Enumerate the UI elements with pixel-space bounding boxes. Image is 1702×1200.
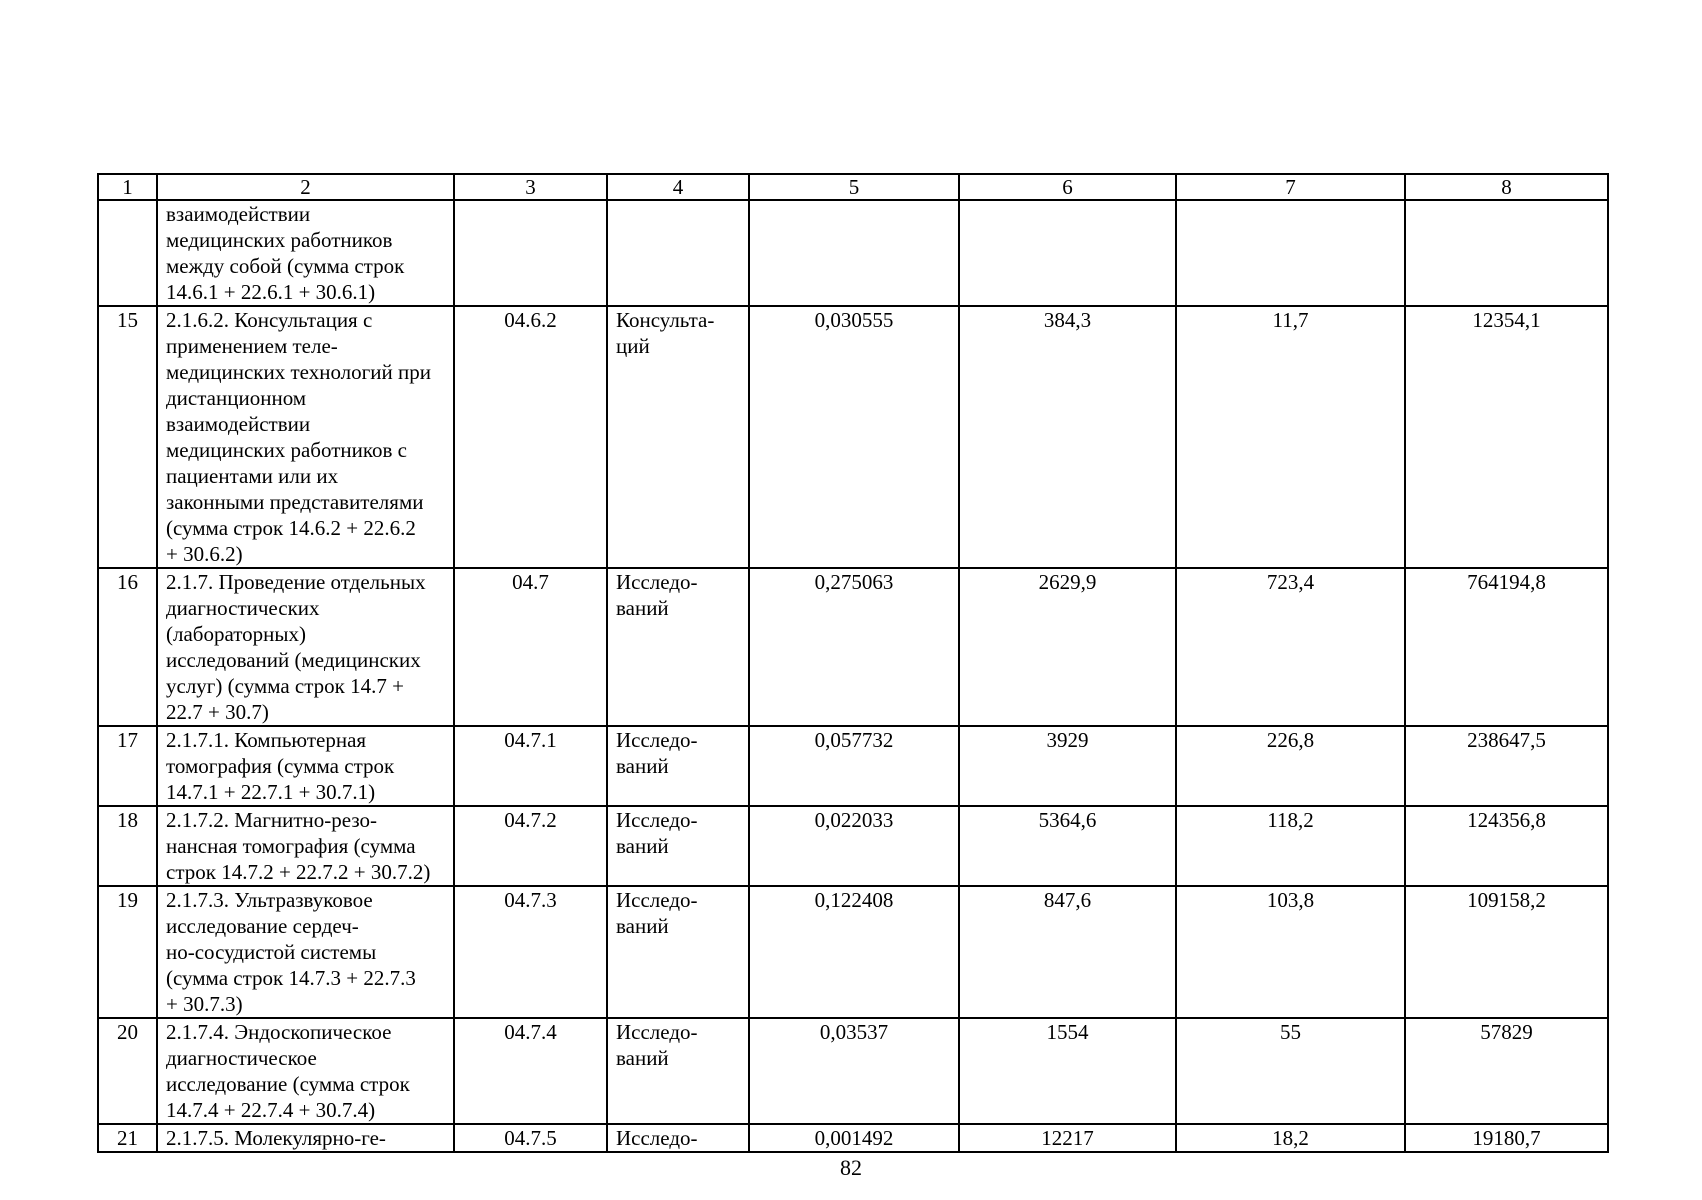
unit-cell xyxy=(607,726,749,806)
value-col5-cell-text: 0,122408 xyxy=(814,888,894,912)
value-col5-cell xyxy=(749,726,959,806)
row-code-cell xyxy=(454,568,607,726)
unit-cell xyxy=(607,200,749,306)
value-col5-cell xyxy=(749,568,959,726)
value-col5-cell-text: 0,057732 xyxy=(814,728,894,752)
row-number-cell-text: 19 xyxy=(117,888,138,912)
row-number-cell xyxy=(98,806,157,886)
value-col5-cell xyxy=(749,806,959,886)
value-col6-cell xyxy=(959,1124,1176,1152)
value-col7-cell xyxy=(1176,886,1405,1018)
unit-cell xyxy=(607,1124,749,1152)
page-number: 82 xyxy=(840,1155,862,1180)
table-header-row xyxy=(98,174,1608,200)
value-col8-cell xyxy=(1405,200,1608,306)
value-col5-cell-text: 0,03537 xyxy=(819,1020,889,1044)
row-number-cell xyxy=(98,306,157,568)
value-col5-cell-text: 0,275063 xyxy=(814,570,894,594)
value-col6-cell-text: 5364,6 xyxy=(1038,808,1097,832)
value-col8-cell xyxy=(1405,1124,1608,1152)
value-col6-cell-text: 3929 xyxy=(1046,728,1089,752)
value-col8-cell-text: 19180,7 xyxy=(1472,1126,1541,1150)
header-cell-4: 4 xyxy=(607,174,749,200)
value-col7-cell xyxy=(1176,200,1405,306)
value-col5-cell xyxy=(749,886,959,1018)
value-col5-cell xyxy=(749,306,959,568)
data-table xyxy=(97,173,1609,1153)
row-code-cell-text: 04.7.1 xyxy=(504,728,557,752)
indicator-name-cell xyxy=(157,200,454,306)
unit-cell xyxy=(607,806,749,886)
value-col7-cell xyxy=(1176,306,1405,568)
unit-cell-text: Исследо- ваний xyxy=(616,888,698,938)
unit-cell xyxy=(607,568,749,726)
value-col7-cell xyxy=(1176,568,1405,726)
value-col7-cell-text: 103,8 xyxy=(1266,888,1315,912)
value-col8-cell xyxy=(1405,886,1608,1018)
row-number-cell xyxy=(98,886,157,1018)
value-col7-cell xyxy=(1176,726,1405,806)
value-col6-cell xyxy=(959,306,1176,568)
unit-cell-text: Исследо- ваний xyxy=(616,1020,698,1070)
value-col6-cell-text: 384,3 xyxy=(1043,308,1092,332)
header-cell-6: 6 xyxy=(959,174,1176,200)
value-col8-cell xyxy=(1405,306,1608,568)
indicator-name-cell xyxy=(157,306,454,568)
row-code-cell-text: 04.7.4 xyxy=(504,1020,557,1044)
header-cell-1: 1 xyxy=(98,174,157,200)
value-col5-cell xyxy=(749,200,959,306)
row-number-cell xyxy=(98,1124,157,1152)
value-col6-cell xyxy=(959,806,1176,886)
row-code-cell xyxy=(454,806,607,886)
row-code-cell-text: 04.7.5 xyxy=(504,1126,557,1150)
table-row xyxy=(98,306,1608,568)
value-col7-cell-text: 723,4 xyxy=(1266,570,1315,594)
row-code-cell-text: 04.7.3 xyxy=(504,888,557,912)
row-number-cell xyxy=(98,568,157,726)
value-col6-cell xyxy=(959,1018,1176,1124)
value-col7-cell-text: 55 xyxy=(1280,1020,1301,1044)
value-col8-cell xyxy=(1405,1018,1608,1124)
row-code-cell-text: 04.7 xyxy=(512,570,549,594)
table-row xyxy=(98,1018,1608,1124)
unit-cell-text: Исследо- ваний xyxy=(616,570,698,620)
unit-cell xyxy=(607,306,749,568)
value-col6-cell xyxy=(959,200,1176,306)
row-number-cell-text: 15 xyxy=(117,308,138,332)
indicator-name-cell-text: 2.1.7.2. Магнитно-резо- нансная томография (сумма строк 14.7.2 + 22.7.2 + 30.7.2) xyxy=(166,808,431,884)
table-row xyxy=(98,568,1608,726)
indicator-name-cell xyxy=(157,1018,454,1124)
value-col7-cell-text: 226,8 xyxy=(1266,728,1315,752)
value-col8-cell-text: 764194,8 xyxy=(1467,570,1546,594)
value-col8-cell-text: 238647,5 xyxy=(1467,728,1546,752)
indicator-name-cell xyxy=(157,568,454,726)
header-cell-8: 8 xyxy=(1405,174,1608,200)
row-code-cell-text: 04.7.2 xyxy=(504,808,557,832)
row-number-cell-text: 20 xyxy=(117,1020,138,1044)
value-col5-cell-text: 0,030555 xyxy=(814,308,894,332)
indicator-name-cell-text: 2.1.7.1. Компьютерная томография (сумма строк 14.7.1 + 22.7.1 + 30.7.1) xyxy=(166,728,395,804)
row-code-cell xyxy=(454,886,607,1018)
value-col6-cell-text: 1554 xyxy=(1046,1020,1089,1044)
value-col6-cell xyxy=(959,886,1176,1018)
unit-cell xyxy=(607,886,749,1018)
row-number-cell xyxy=(98,200,157,306)
value-col8-cell xyxy=(1405,726,1608,806)
value-col8-cell-text: 109158,2 xyxy=(1467,888,1546,912)
value-col8-cell-text: 57829 xyxy=(1480,1020,1533,1044)
row-number-cell-text: 16 xyxy=(117,570,138,594)
table-row xyxy=(98,806,1608,886)
value-col5-cell-text: 0,022033 xyxy=(814,808,894,832)
value-col7-cell-text: 118,2 xyxy=(1267,808,1314,832)
value-col5-cell xyxy=(749,1018,959,1124)
row-number-cell-text: 18 xyxy=(117,808,138,832)
value-col6-cell-text: 12217 xyxy=(1041,1126,1094,1150)
indicator-name-cell-text: 2.1.7.3. Ультразвуковое исследование сердеч- но-сосудистой системы (сумма строк 14.7.3 + 22.7.3 + 30.7.3) xyxy=(166,888,416,1016)
table-row xyxy=(98,726,1608,806)
value-col8-cell-text: 124356,8 xyxy=(1467,808,1546,832)
unit-cell-text: Исследо- ваний xyxy=(616,808,698,858)
row-number-cell xyxy=(98,1018,157,1124)
row-code-cell xyxy=(454,1124,607,1152)
indicator-name-cell-text: 2.1.7.4. Эндоскопическое диагностическое исследование (сумма строк 14.7.4 + 22.7.4 + 30.7.4) xyxy=(166,1020,410,1122)
indicator-name-cell-text: 2.1.6.2. Консультация с применением теле- медицинских технологий при дистанционном взаимодействии медицинских работников с пациентами или их законными представителями (сумма строк 14.6.2 + 22.6.2 + 30.6.2) xyxy=(166,308,431,566)
value-col7-cell xyxy=(1176,1018,1405,1124)
value-col6-cell xyxy=(959,568,1176,726)
value-col6-cell-text: 847,6 xyxy=(1043,888,1092,912)
indicator-name-cell-text: 2.1.7.5. Молекулярно-ге- xyxy=(166,1126,386,1150)
header-cell-5: 5 xyxy=(749,174,959,200)
row-code-cell xyxy=(454,306,607,568)
indicator-name-cell xyxy=(157,1124,454,1152)
value-col7-cell xyxy=(1176,1124,1405,1152)
header-cell-2: 2 xyxy=(157,174,454,200)
unit-cell-text: Консульта- ций xyxy=(616,308,715,358)
value-col8-cell-text: 12354,1 xyxy=(1472,308,1541,332)
indicator-name-cell-text: 2.1.7. Проведение отдельных диагностических (лабораторных) исследований (медицинских услуг) (сумма строк 14.7 + 22.7 + 30.7) xyxy=(166,570,426,724)
value-col7-cell xyxy=(1176,806,1405,886)
value-col6-cell xyxy=(959,726,1176,806)
row-code-cell xyxy=(454,200,607,306)
unit-cell xyxy=(607,1018,749,1124)
value-col6-cell-text: 2629,9 xyxy=(1038,570,1097,594)
row-code-cell xyxy=(454,726,607,806)
value-col8-cell xyxy=(1405,568,1608,726)
indicator-name-cell xyxy=(157,806,454,886)
unit-cell-text: Исследо- xyxy=(616,1126,698,1150)
value-col8-cell xyxy=(1405,806,1608,886)
indicator-name-cell-text: взаимодействии медицинских работников между собой (сумма строк 14.6.1 + 22.6.1 + 30.6.1) xyxy=(166,202,405,304)
header-cell-7: 7 xyxy=(1176,174,1405,200)
row-number-cell xyxy=(98,726,157,806)
row-code-cell xyxy=(454,1018,607,1124)
table-row xyxy=(98,1124,1608,1152)
row-code-cell-text: 04.6.2 xyxy=(504,308,557,332)
header-cell-3: 3 xyxy=(454,174,607,200)
indicator-name-cell xyxy=(157,726,454,806)
indicator-name-cell xyxy=(157,886,454,1018)
unit-cell-text: Исследо- ваний xyxy=(616,728,698,778)
value-col5-cell xyxy=(749,1124,959,1152)
value-col5-cell-text: 0,001492 xyxy=(814,1126,894,1150)
value-col7-cell-text: 11,7 xyxy=(1272,308,1309,332)
row-number-cell-text: 17 xyxy=(117,728,138,752)
row-number-cell-text: 21 xyxy=(117,1126,138,1150)
table-row xyxy=(98,200,1608,306)
value-col7-cell-text: 18,2 xyxy=(1272,1126,1309,1150)
table-row xyxy=(98,886,1608,1018)
